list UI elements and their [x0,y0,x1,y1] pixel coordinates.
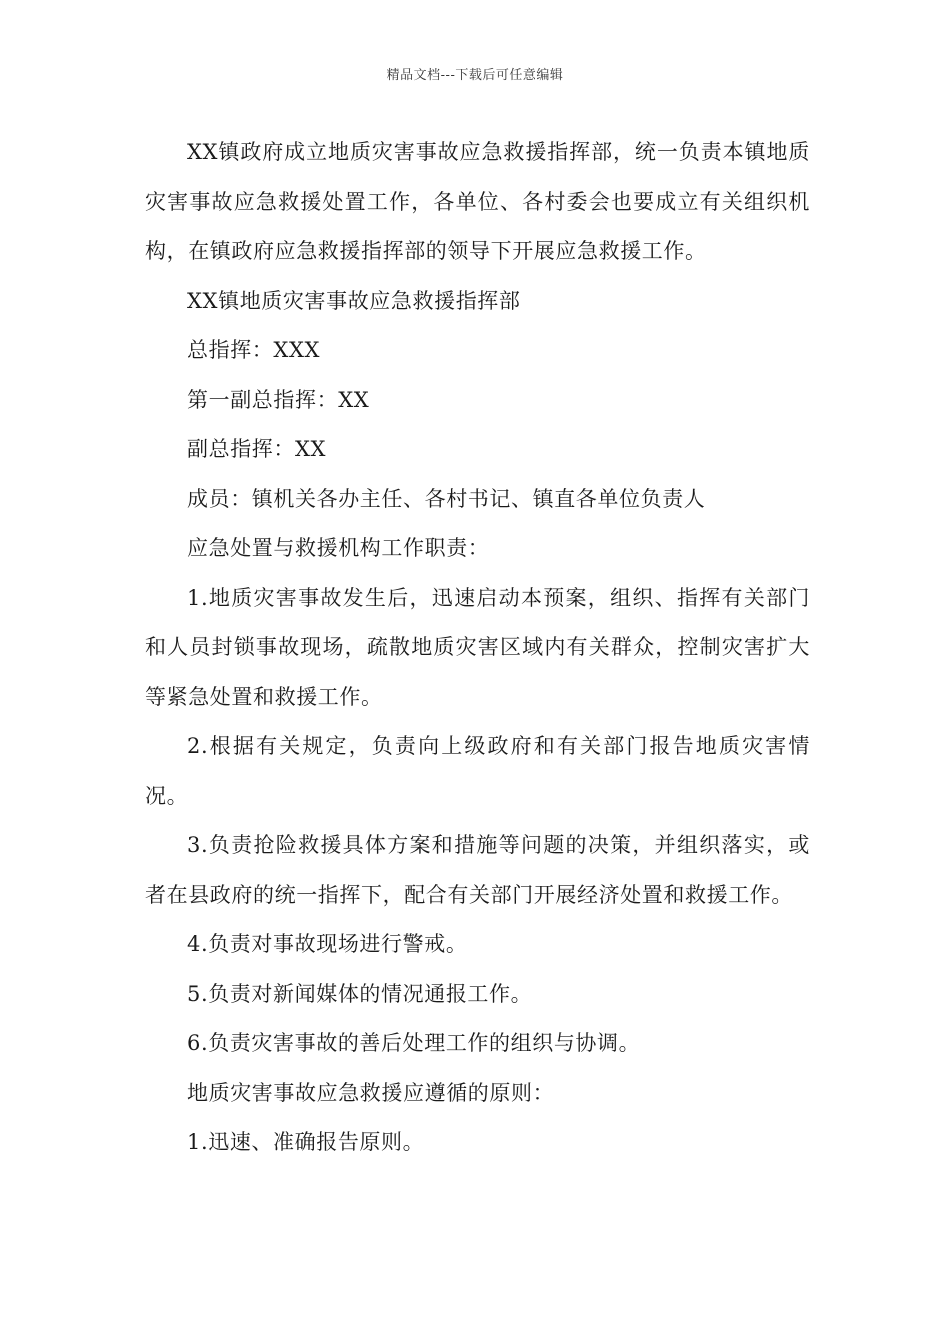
paragraph-principles-heading: 地质灾害事故应急救援应遵循的原则： [187,1080,555,1105]
paragraph-members: 成员：镇机关各办主任、各村书记、镇直各单位负责人 [187,486,706,511]
paragraph-duty-6: 6.负责灾害事故的善后处理工作的组织与协调。 [187,1031,641,1055]
paragraph-commander: 总指挥：XXX [187,338,321,362]
paragraph-principle-1: 1.迅速、准确报告原则。 [187,1130,425,1154]
paragraph-command-title: XX镇地质灾害事故应急救援指挥部 [187,288,521,313]
page-header: 精品文档---下载后可任意编辑 [386,68,564,83]
paragraph-first-deputy: 第一副总指挥：XX [187,387,370,412]
paragraph-duties-heading: 应急处置与救援机构工作职责： [187,536,490,560]
paragraph-duty-2: 2.根据有关规定，负责向上级政府和有关部门报告地质灾害情况。 [145,734,810,808]
document-body [145,128,810,1168]
paragraph-duty-3: 3.负责抢险救援具体方案和措施等问题的决策，并组织落实，或者在县政府的统一指挥下，配合有关部门开展经济处置和救援工作。 [145,833,810,907]
paragraph-duty-5: 5.负责对新闻媒体的情况通报工作。 [187,981,533,1006]
paragraph-duty-4: 4.负责对事故现场进行警戒。 [187,932,468,956]
paragraph-deputy: 副总指挥：XX [187,437,327,461]
paragraph-duty-1: 1.地质灾害事故发生后，迅速启动本预案，组织、指挥有关部门和人员封锁事故现场，疏散地质灾害区域内有关群众，控制灾害扩大等紧急处置和救援工作。 [145,585,810,709]
paragraph-intro: XX镇政府成立地质灾害事故应急救援指挥部，统一负责本镇地质灾害事故应急救援处置工作，各单位、各村委会也要成立有关组织机构，在镇政府应急救援指挥部的领导下开展应急救援工作。 [145,140,810,263]
